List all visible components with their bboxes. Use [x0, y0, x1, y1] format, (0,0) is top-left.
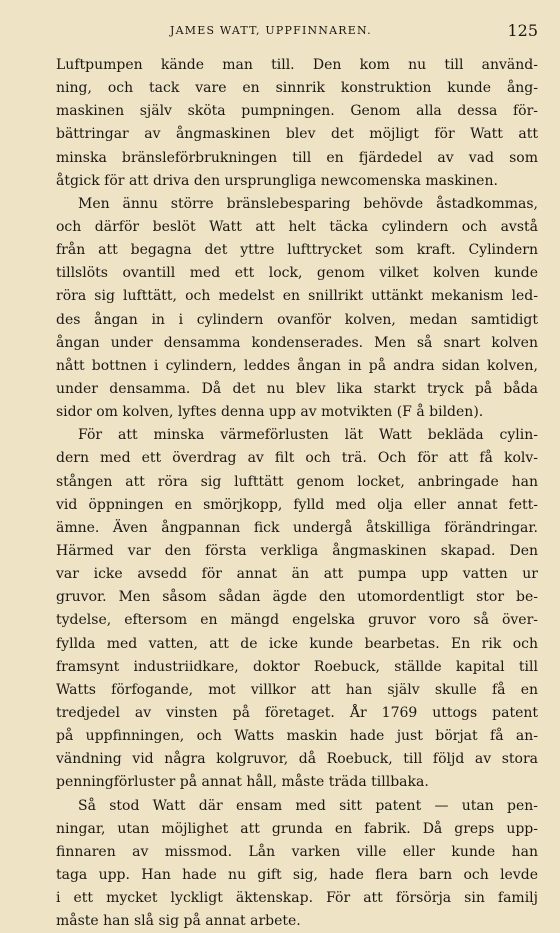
- text-line: ämne. Även ångpannan fick undergå åtskilliga förändringar.: [56, 519, 538, 536]
- text-line: framsynt industriidkare, doktor Roebuck, ställde kapital till: [56, 658, 538, 675]
- paragraph-start-line: Men ännu större bränslebesparing behövde åstadkommas,: [78, 195, 538, 212]
- text-line: var icke avsedd för annat än att pumpa upp vatten ur: [56, 566, 538, 583]
- text-line: Härmed var den första verkliga ångmaskinen skapad. Den: [56, 542, 538, 559]
- text-line: tydelse, eftersom en mängd engelska gruvor voro så över-: [56, 612, 538, 629]
- text-line: tillslöts ovantill med ett lock, genom vilket kolven kunde: [56, 265, 538, 282]
- text-line: vändning vid några kolgruvor, då Roebuck, till följd av stora: [56, 751, 538, 768]
- text-line: bättringar av ångmaskinen blev det möjligt för Watt att: [56, 126, 538, 143]
- text-line: minska bränsleförbrukningen till en fjärdedel av vad som: [56, 149, 538, 166]
- text-line: röra sig lufttätt, och medelst en snillrikt uttänkt mekanism led-: [56, 288, 538, 305]
- text-line: fyllda med vatten, att de icke kunde bearbetas. En rik och: [56, 635, 538, 652]
- text-line: penningförluster på annat håll, måste träda tillbaka.: [56, 774, 429, 791]
- text-line: och därför beslöt Watt att helt täcka cylindern och avstå: [56, 218, 538, 235]
- text-line: gruvor. Men såsom sådan ägde den utomordentligt stor be-: [56, 589, 538, 606]
- paragraph-start-line: Så stod Watt där ensam med sitt patent — utan pen-: [78, 797, 538, 814]
- body-text: [56, 54, 538, 933]
- text-line: stången att röra sig lufttätt genom locket, anbringade han: [56, 473, 538, 490]
- text-line: finnaren av missmod. Lån varken ville eller kunde han: [56, 843, 538, 860]
- page-header: [56, 20, 538, 46]
- text-line: Watts förfogande, mot villkor att han själv skulle få en: [56, 681, 538, 698]
- running-head: JAMES WATT, UPPFINNAREN.: [170, 24, 372, 37]
- text-line: taga upp. Han hade nu gift sig, hade flera barn och levde: [56, 866, 538, 883]
- text-line: i ett mycket lyckligt äktenskap. För att försörja sin familj: [56, 890, 538, 907]
- text-line: tredjedel av vinsten på företaget. År 1769 uttogs patent: [56, 704, 538, 721]
- text-line: från att begagna det yttre lufttrycket som kraft. Cylindern: [56, 242, 538, 259]
- text-line: Luftpumpen kände man till. Den kom nu till använd-: [56, 57, 538, 73]
- text-line: ning, och tack vare en sinnrik konstruktion kunde ång-: [56, 80, 538, 97]
- text-line: ningar, utan möjlighet att grunda en fabrik. Då greps upp-: [56, 820, 538, 837]
- text-line: sidor om kolven, lyftes denna upp av motvikten (F å bilden).: [56, 404, 484, 421]
- text-line: på uppfinningen, och Watts maskin hade just börjat få an-: [56, 728, 538, 745]
- text-line: under densamma. Då det nu blev lika starkt tryck på båda: [56, 380, 538, 397]
- text-line: vid öppningen en smörjkopp, fylld med olja eller annat fett-: [56, 496, 538, 513]
- text-line: nått bottnen i cylindern, leddes ångan in på andra sidan kolven,: [56, 357, 538, 374]
- text-line: måste han slå sig på annat arbete.: [56, 913, 301, 930]
- page-number: 125: [507, 21, 538, 40]
- text-line: åtgick för att driva den ursprungliga newcomenska maskinen.: [56, 172, 498, 189]
- text-line: dern med ett överdrag av filt och trä. Och för att få kolv-: [56, 450, 538, 467]
- text-line: des ångan in i cylindern ovanför kolven, medan samtidigt: [56, 311, 538, 328]
- text-line: maskinen själv sköta pumpningen. Genom alla dessa för-: [56, 103, 538, 120]
- paragraph-start-line: För att minska värmeförlusten lät Watt bekläda cylin-: [78, 427, 538, 444]
- text-line: ångan under densamma kondenserades. Men så snart kolven: [56, 334, 538, 351]
